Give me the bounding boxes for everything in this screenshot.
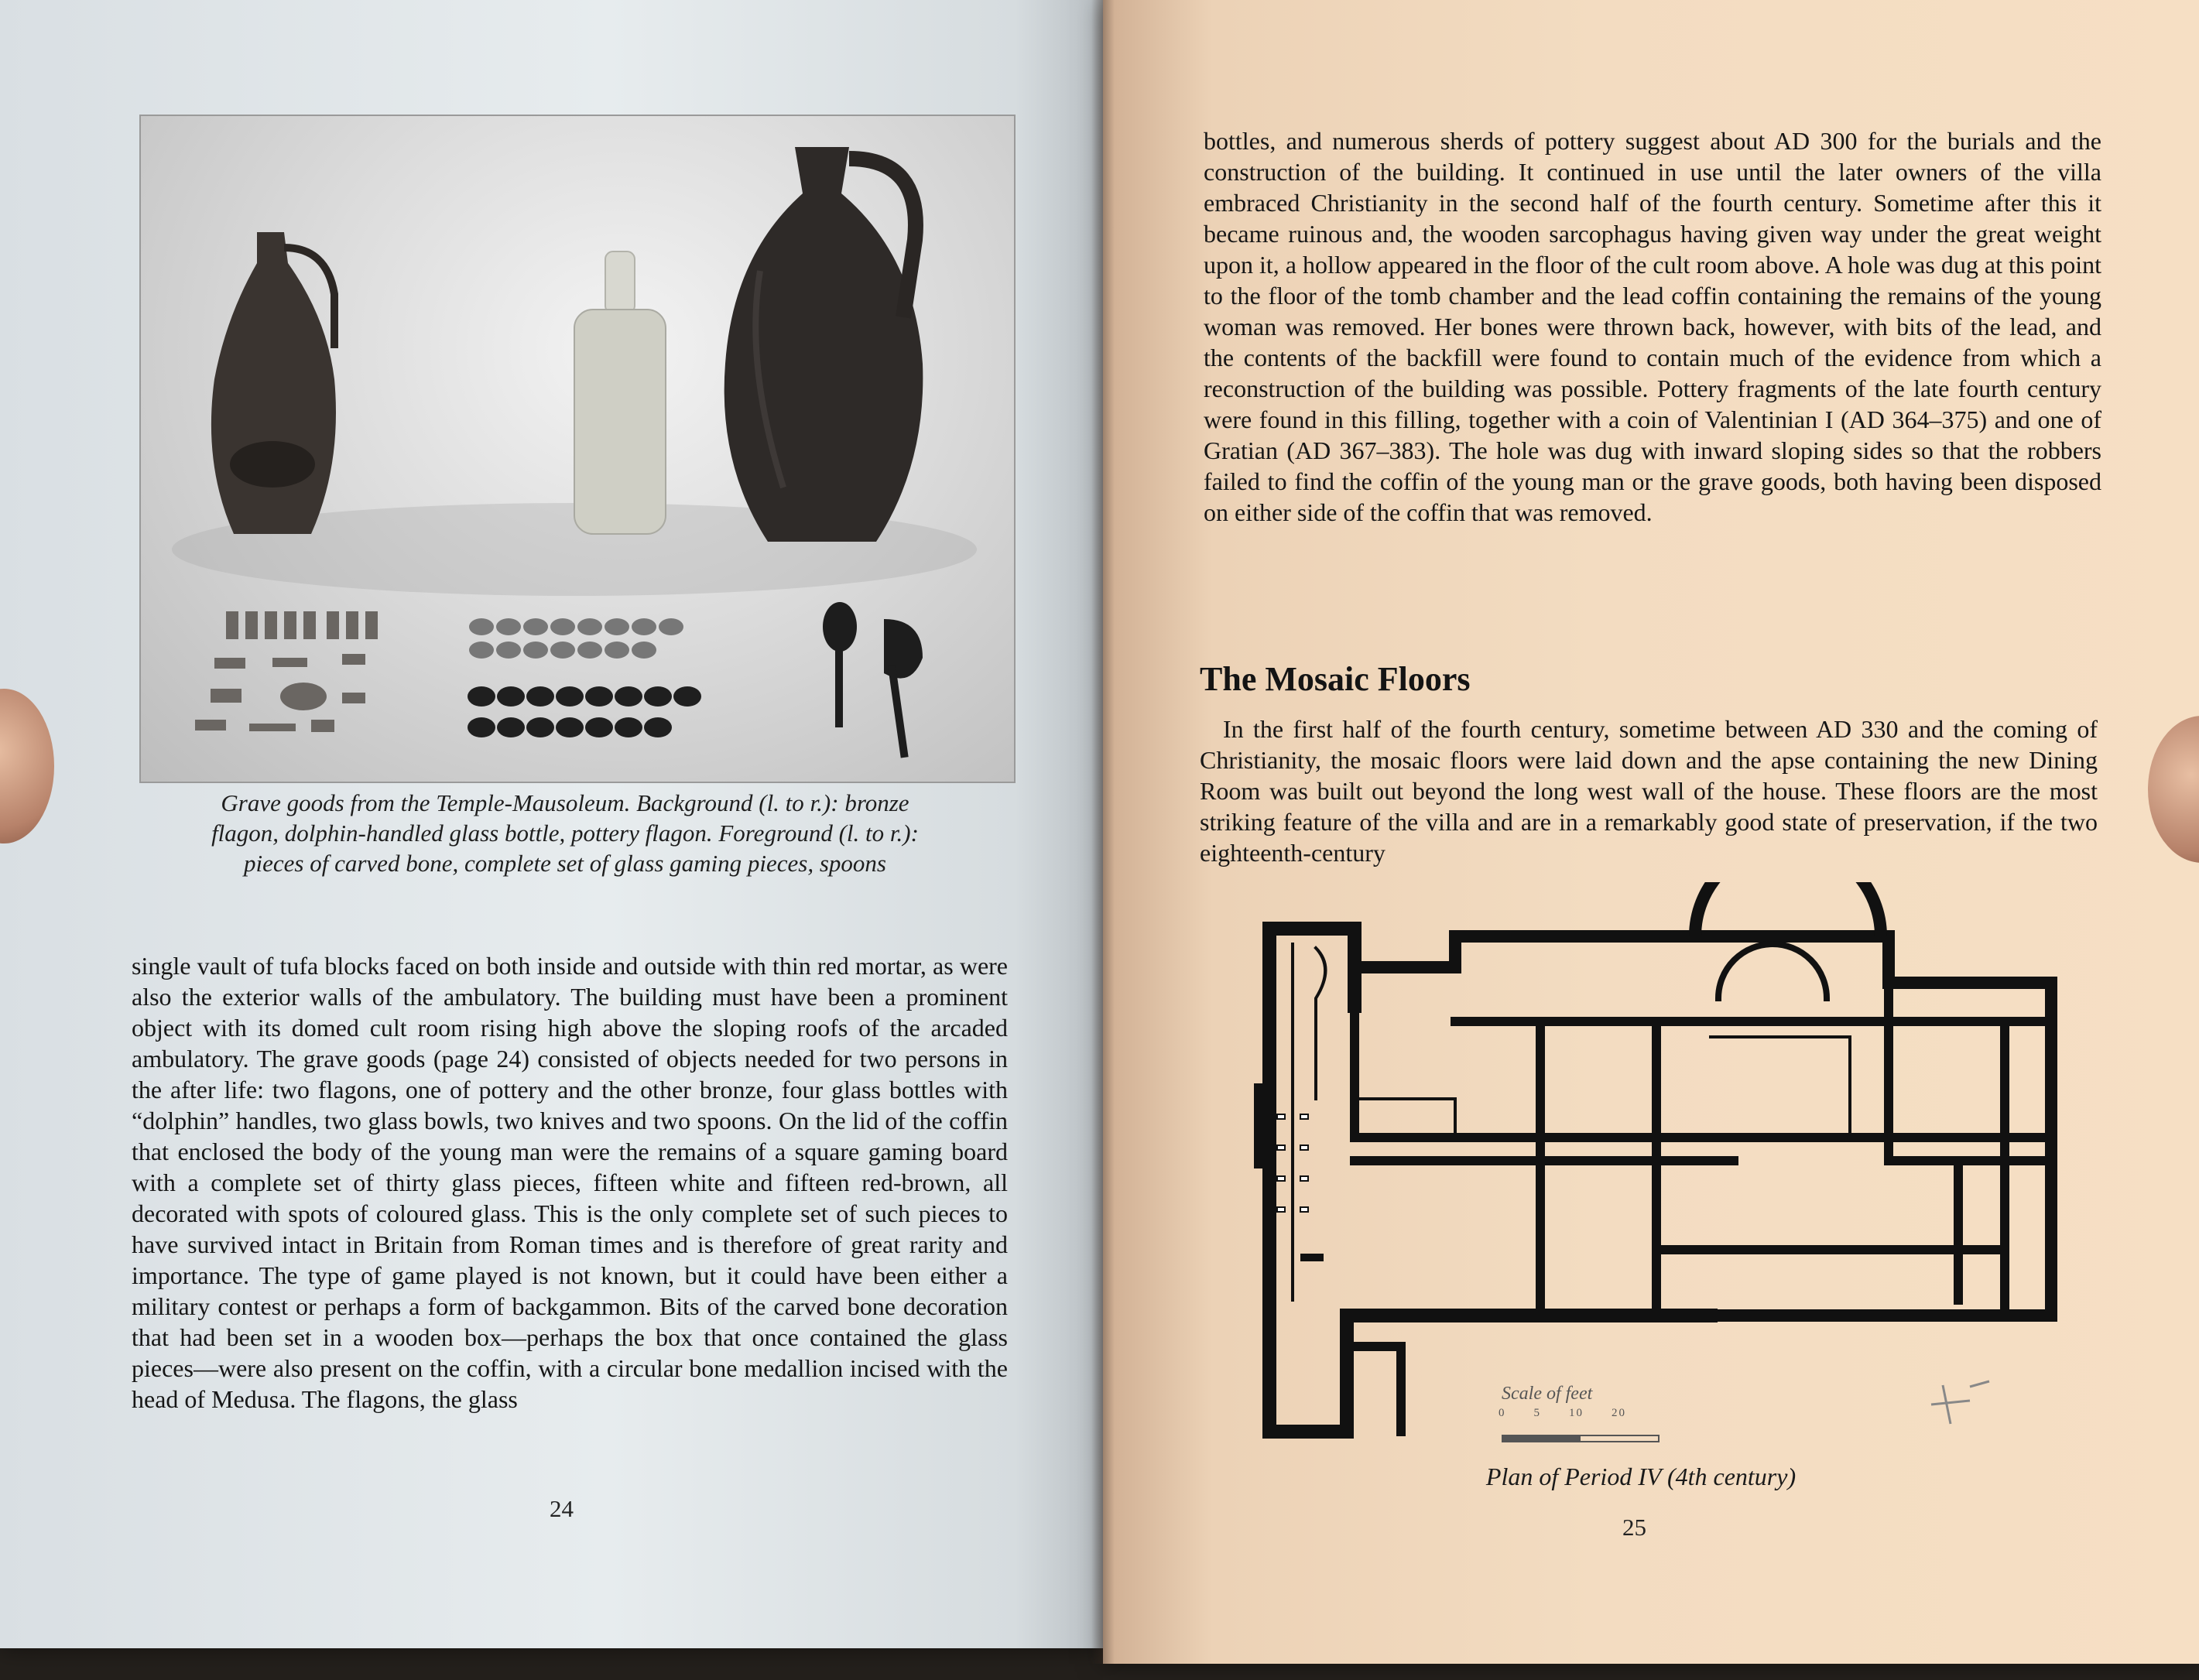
right-paragraph-top: bottles, and numerous sherds of pottery suggest about AD 300 for the burials and the construction of the building. It continued in use until the later owners of the villa embraced Christianity in the second half of the fourth century. Sometime after this it became ruinous and, the wooden sarcophagus having given way under the great weight upon it, a hollow appeared in the floor of the cult room above. A hole was dug at this point to the floor of the tomb chamber and the lead coffin containing the remains of the young woman was removed. Her bones were thrown back, however, with bits of the lead, and the contents of the backfill were found to contain much of the evidence from which a reconstruction of the building was possible. Pottery fragments of the late fourth century were found in this filling, together with a coin of Valentinian I (AD 364–375) and one of Gratian (AD 367–383). The hole was dug with inward sloping sides so that the robbers failed to find the coffin of the young man or the grave goods, both having been disposed on either side of the coffin that was removed. [1204, 127, 2101, 526]
right-body-text-mosaic [1200, 713, 2098, 868]
figure-caption: Grave goods from the Temple-Mausoleum. Background (l. to r.): bronze flagon, dolphin-handled glass bottle, pottery flagon. Foreground (l. to r.): pieces of carved bone, complete set of glass gaming pieces, spoons [211, 789, 919, 877]
right-paragraph-mosaic: In the first half of the fourth century, sometime between AD 330 and the coming of Christianity, the mosaic floors were laid down and the apse containing the new Dining Room was built out beyond the long west wall of the house. These floors are the most striking feature of the villa and are in a remarkably good state of preservation, if the two eighteenth-century [1200, 715, 2098, 867]
left-body-text [132, 950, 1008, 1415]
scale-label: Scale of feet [1502, 1384, 1593, 1404]
page-number-left: 24 [550, 1495, 574, 1522]
right-body-text-top [1204, 125, 2101, 528]
left-paragraph: single vault of tufa blocks faced on both inside and outside with thin red mortar, as were also the exterior walls of the ambulatory. The building must have been a prominent object with its domed cult room rising high above the sloping roofs of the arcaded ambulatory. The grave goods (page 24) consisted of objects needed for two persons in the after life: two flagons, one of pottery and the other bronze, four glass bottles with “dolphin” handles, two glass bowls, two knives and two spoons. On the lid of the coffin that enclosed the body of the young man were the remains of a square gaming board with a complete set of thirty glass pieces, fifteen white and fifteen red-brown, all decorated with spots of coloured glass. This is the only complete set of such pieces to have survived intact in Britain from Roman times and is therefore of great rarity and importance. The type of game played is not known, but it could have been either a military contest or perhaps a form of backgammon. Bits of the carved bone decoration that had been set in a wooden box—perhaps the box that once contained the glass pieces—were also present on the coffin, with a circular bone medallion incised with the head of Medusa. The flagons, the glass [132, 952, 1008, 1413]
section-heading: The Mosaic Floors [1200, 660, 1471, 698]
scale-tick: 0 [1499, 1407, 1506, 1419]
scale-ticks [1499, 1407, 1654, 1420]
spoons [823, 602, 923, 758]
scale-bar [1502, 1435, 1660, 1442]
book-spine [1091, 0, 1115, 1664]
bronze-flagon-figure [211, 232, 336, 534]
floor-plan [1200, 882, 2074, 1439]
scale-tick: 5 [1533, 1407, 1541, 1419]
glass-gaming-pieces [468, 618, 701, 737]
scale-tick: 20 [1612, 1407, 1626, 1419]
scale-tick: 10 [1569, 1407, 1584, 1419]
plan-caption: Plan of Period IV (4th century) [1485, 1463, 1797, 1490]
carved-bone-pieces [195, 611, 378, 732]
grave-goods-image [141, 116, 1014, 782]
glass-bottle-figure [574, 251, 666, 534]
north-arrow-icon [1927, 1377, 1997, 1432]
pottery-flagon-figure [724, 147, 923, 542]
left-page [0, 0, 1103, 1648]
grave-goods-photo [139, 115, 1016, 783]
page-number-right: 25 [1622, 1514, 1646, 1541]
